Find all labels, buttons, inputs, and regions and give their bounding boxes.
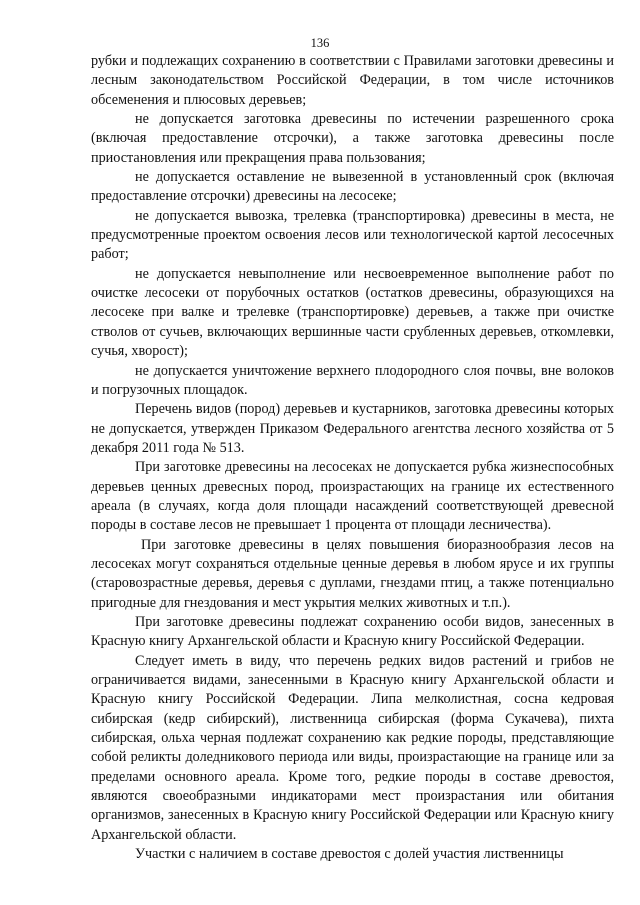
paragraph-range-border: При заготовке древесины на лесосеках не допускается рубка жизнеспособных деревьев ценных древесных пород, произрастающих на границе их естественного ареала (в случаях, когда доля площади насаждений соответствующей древесной породы в составе лесов не превышает 1 процента от площади лесничества). <box>91 459 614 534</box>
paragraph-cleanup: не допускается невыполнение или несвоевременное выполнение работ по очистке лесосеки от порубочных остатков (остатков древесины, образующихся на лесосеке при валке и трелевке (транспортировке) деревьев, а также при очистке стволов от сучьев, включающих вершинные части срубленных деревьев, откомлевки, сучья, хворост); <box>91 265 614 360</box>
paragraph-unremoved-wood: не допускается оставление не вывезенной в установленный срок (включая предоставление отсрочки) древесины на лесосеке; <box>91 169 614 205</box>
paragraph-skidding: не допускается вывозка, трелевка (транспортировка) древесины в места, не предусмотренные проектом освоения лесов или технологической картой лесосечных работ; <box>91 207 614 263</box>
paragraph-soil: не допускается уничтожение верхнего плодородного слоя почвы, вне волоков и погрузочных площадок. <box>91 362 614 398</box>
paragraph-rare-species: Следует иметь в виду, что перечень редких видов растений и грибов не ограничивается видами, занесенными в Красную книгу Архангельской области и Красную книгу Российской Федерации. Липа мелколистная, сосна кедровая сибирская (кедр сибирский), лиственница сибирская (форма Сукачева), пихта сибирская, ольха черная подлежат сохранению как редкие породы, представляющие собой реликты доледникового периода или виды, произрастающие на границе или за пределами основного ареала. Кроме того, редкие породы в составе древостоя, являются своеобразными индикаторами мест произрастания или обитания организмов, занесенных в Красную книгу Российской Федерации или Красную книгу Архангельской области. <box>91 652 614 843</box>
paragraph-biodiversity: При заготовке древесины в целях повышения биоразнообразия лесов на лесосеках могут сохраняться отдельные ценные деревья в любом ярусе и их группы (старовозрастные деревья, деревья с дуплами, гнездами птиц, а также потенциально пригодные для гнездования и мест укрытия мелких животных и т.п.). <box>91 536 614 611</box>
paragraph-larch: Участки с наличием в составе древостоя с долей участия лиственницы <box>135 846 564 863</box>
page-number: 136 <box>310 36 330 50</box>
paragraph-species-list: Перечень видов (пород) деревьев и кустарников, заготовка древесины которых не допускается, утвержден Приказом Федерального агентства лесного хозяйства от 5 декабря 2011 года № 513. <box>91 401 614 456</box>
paragraph-expired-term: не допускается заготовка древесины по истечении разрешенного срока (включая предоставление отсрочки), а также заготовка древесины после приостановления или прекращения права пользования; <box>91 111 614 166</box>
document-body <box>91 52 614 864</box>
paragraph-red-book: При заготовке древесины подлежат сохранению особи видов, занесенных в Красную книгу Архангельской области и Красную книгу Российской Федерации. <box>91 613 614 650</box>
paragraph-continuation: рубки и подлежащих сохранению в соответствии с Правилами заготовки древесины и лесным законодательством Российской Федерации, в том числе источников обсеменения и плюсовых деревьев; <box>91 53 614 108</box>
